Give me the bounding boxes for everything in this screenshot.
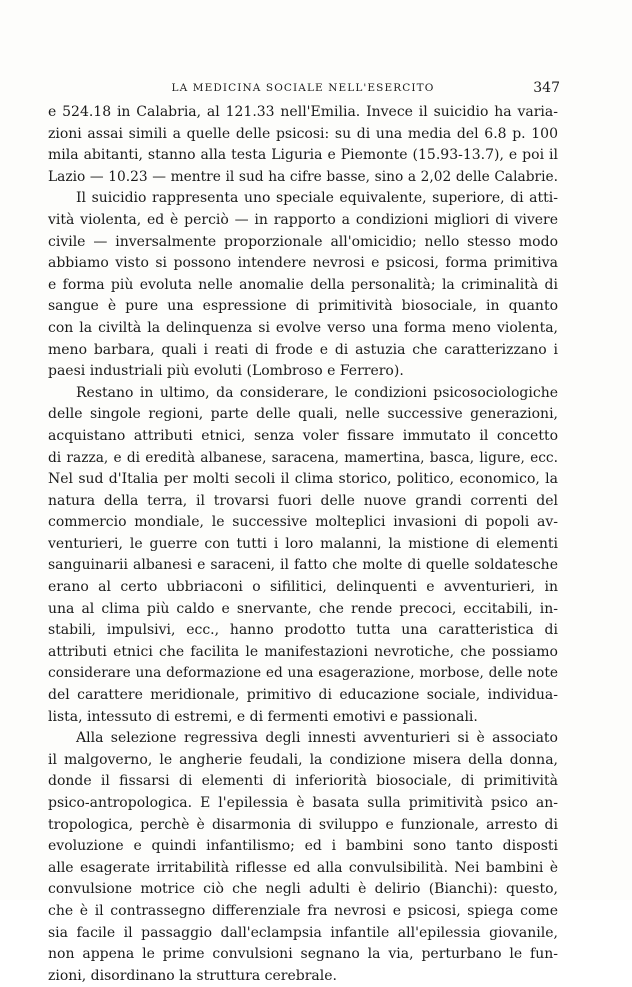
text-line: sangue è pure una espressione di primitività biosociale, in quanto [48,298,558,315]
text-line: delle singole regioni, parte delle quali, nelle successive generazioni, [48,406,558,423]
running-head-title: LA MEDICINA SOCIALE NELL'ESERCITO [171,82,435,94]
text-line: Il suicidio rappresenta uno speciale equivalente, superiore, di atti- [76,190,558,207]
text-line: sia facile il passaggio dall'eclampsia infantile all'epilessia giovanile, [48,924,558,941]
text-line: zioni assai simili a quelle delle psicosi: su di una media del 6.8 p. 100 [48,125,558,142]
text-line: e 524.18 in Calabria, al 121.33 nell'Emilia. Invece il suicidio ha varia- [48,104,558,120]
text-line: che è il contrassegno differenziale fra nevrosi e psicosi, spiega come [48,902,558,919]
text-line: Alla selezione regressiva degli innesti avventurieri si è associato [76,730,558,747]
text-line: donde il fissarsi di elementi di inferiorità biosociale, di primitività [48,773,558,790]
body-text [48,102,558,987]
text-line: considerare una deformazione ed una esagerazione, morbose, delle note [48,665,558,682]
text-line: lista, intessuto di estremi, e di fermenti emotivi e passionali. [48,708,478,725]
text-line: psico-antropologica. E l'epilessia è basata sulla primitività psico an- [48,795,558,811]
page-number: 347 [533,80,560,96]
text-line: acquistano attributi etnici, senza voler fissare immutato il concetto [48,427,558,444]
text-line: il malgoverno, le angherie feudali, la condizione misera della donna, [48,751,558,768]
running-head [48,80,558,96]
text-line: erano al certo ubbriaconi o sifilitici, delinquenti e avventurieri, in [48,579,558,596]
text-line: zioni, disordinano la struttura cerebrale. [48,967,337,984]
text-line: evoluzione e quindi infantilismo; ed i bambini sono tanto disposti [48,838,558,855]
text-line: del carattere meridionale, primitivo di educazione sociale, individua- [48,687,558,704]
text-line: Restano in ultimo, da considerare, le condizioni psicosociologiche [76,384,558,401]
text-line: una al clima più caldo e snervante, che rende precoci, eccitabili, in- [48,600,558,617]
text-line: convulsione motrice ciò che negli adulti è delirio (Bianchi): questo, [48,881,558,898]
text-line: natura della terra, il trovarsi fuori delle nuove grandi correnti del [48,492,558,509]
text-line: tropologica, perchè è disarmonia di sviluppo e funzionale, arresto di [48,816,558,833]
text-line: venturieri, le guerre con tutti i loro malanni, la mistione di elementi [48,535,558,552]
text-line: sanguinarii albanesi e saraceni, il fatto che molte di quelle soldatesche [48,557,558,574]
text-line: stabili, impulsivi, ecc., hanno prodotto tutta una caratteristica di [48,622,558,639]
text-line: paesi industriali più evoluti (Lombroso e Ferrero). [48,363,404,380]
text-line: con la civiltà la delinquenza si evolve verso una forma meno violenta, [48,319,558,336]
text-line: meno barbara, quali i reati di frode e di astuzia che caratterizzano i [48,341,558,358]
text-line: civile — inversalmente proporzionale all'omicidio; nello stesso modo [48,233,558,250]
text-line: e forma più evoluta nelle anomalie della personalità; la criminalità di [48,276,558,293]
text-line: abbiamo visto si possono intendere nevrosi e psicosi, forma primitiva [48,255,558,272]
text-line: vità violenta, ed è perciò — in rapporto a condizioni migliori di vivere [48,211,558,228]
text-line: Nel sud d'Italia per molti secoli il clima storico, politico, economico, la [48,471,558,488]
text-line: attributi etnici che facilita le manifestazioni nevrotiche, che possiamo [48,643,558,660]
text-line: di razza, e di eredità albanese, saracena, mamertina, basca, ligure, ecc. [48,449,558,466]
text-line: mila abitanti, stanno alla testa Liguria e Piemonte (15.93-13.7), e poi il [48,147,558,164]
text-line: alle esagerate irritabilità riflesse ed alla convulsibilità. Nei bambini è [48,859,558,876]
text-line: commercio mondiale, le successive molteplici invasioni di popoli av- [48,514,558,531]
text-line: Lazio — 10.23 — mentre il sud ha cifre basse, sino a 2,02 delle Calabrie. [48,168,558,185]
text-line: non appena le prime convulsioni segnano la via, perturbano le fun- [48,946,558,963]
